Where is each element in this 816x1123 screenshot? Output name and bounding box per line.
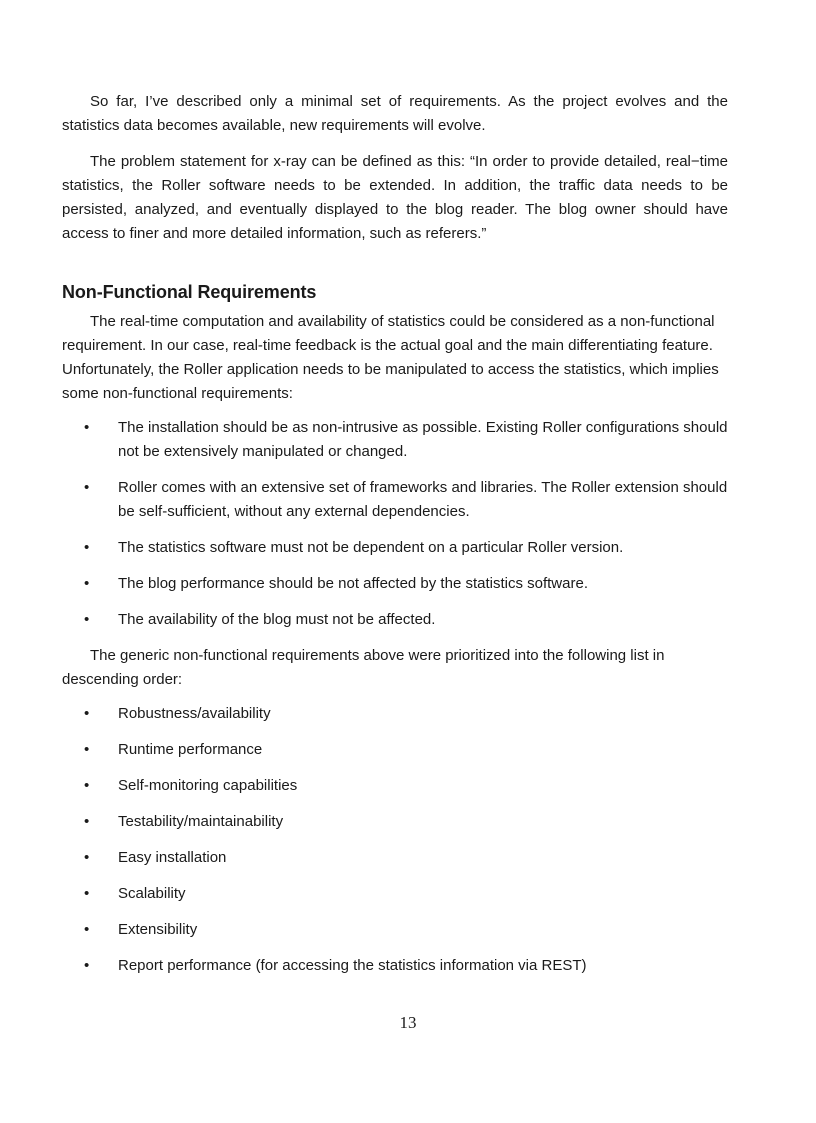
list-item-text: The blog performance should be not affected by the statistics software. bbox=[118, 575, 588, 592]
bullet-icon: • bbox=[84, 479, 90, 496]
list-item bbox=[62, 918, 728, 942]
list-item-text: Robustness/availability bbox=[118, 705, 271, 722]
list-item bbox=[62, 738, 728, 762]
list-item-text: Easy installation bbox=[118, 849, 227, 866]
priority-list bbox=[62, 702, 728, 978]
list-item bbox=[62, 954, 728, 978]
page-number: 13 bbox=[399, 1013, 417, 1032]
list-item bbox=[62, 608, 728, 632]
requirements-list bbox=[62, 416, 728, 632]
list-item bbox=[62, 810, 728, 834]
list-item-text: Report performance (for accessing the statistics information via REST) bbox=[118, 957, 587, 974]
paragraph-requirements-evolve: So far, I’ve described only a minimal set of requirements. As the project evolves and the statistics data becomes available, new requirements will evolve. bbox=[62, 93, 728, 134]
bullet-icon: • bbox=[84, 575, 90, 592]
list-item bbox=[62, 476, 728, 524]
paragraph-problem-statement: The problem statement for x-ray can be defined as this: “In order to provide detailed, real−time statistics, the Roller software needs to be extended. In addition, the traffic data needs to be persisted, analyzed, and eventually displayed to the blog reader. The blog owner should have access to finer and more detailed information, such as referers.” bbox=[62, 153, 728, 242]
bullet-icon: • bbox=[84, 741, 90, 758]
list-item-text: The installation should be as non-intrusive as possible. Existing Roller configurations should not be extensively manipulated or changed. bbox=[118, 419, 728, 460]
bullet-icon: • bbox=[84, 611, 90, 628]
list-item-text: Runtime performance bbox=[118, 741, 263, 758]
list-item-text: Self-monitoring capabilities bbox=[118, 777, 298, 794]
bullet-icon: • bbox=[84, 885, 90, 902]
list-item bbox=[62, 846, 728, 870]
bullet-icon: • bbox=[84, 419, 90, 436]
bullet-icon: • bbox=[84, 957, 90, 974]
bullet-icon: • bbox=[84, 849, 90, 866]
list-item bbox=[62, 882, 728, 906]
list-item bbox=[62, 536, 728, 560]
list-item bbox=[62, 702, 728, 726]
page-body bbox=[62, 90, 728, 990]
list-item-text: The statistics software must not be dependent on a particular Roller version. bbox=[118, 539, 624, 556]
bullet-icon: • bbox=[84, 539, 90, 556]
list-item bbox=[62, 416, 728, 464]
list-item-text: Extensibility bbox=[118, 921, 198, 938]
list-item bbox=[62, 572, 728, 596]
bullet-icon: • bbox=[84, 813, 90, 830]
bullet-icon: • bbox=[84, 777, 90, 794]
list-item-text: Roller comes with an extensive set of frameworks and libraries. The Roller extension should be self-sufficient, without any external dependencies. bbox=[118, 479, 728, 520]
bullet-icon: • bbox=[84, 705, 90, 722]
paragraph-nonfunctional-intro: The real-time computation and availability of statistics could be considered as a non-functional requirement. In our case, real-time feedback is the actual goal and the main differentiating feature. Unfortunately, the Roller application needs to be manipulated to access the statistics, which implies some non-functional requirements: bbox=[62, 313, 719, 402]
list-item-text: Scalability bbox=[118, 885, 186, 902]
list-item-text: Testability/maintainability bbox=[118, 813, 284, 830]
section-heading: Non-Functional Requirements bbox=[62, 282, 317, 302]
list-item-text: The availability of the blog must not be affected. bbox=[118, 611, 436, 628]
paragraph-priority-intro: The generic non-functional requirements above were prioritized into the following list in descending order: bbox=[62, 647, 665, 688]
bullet-icon: • bbox=[84, 921, 90, 938]
list-item bbox=[62, 774, 728, 798]
